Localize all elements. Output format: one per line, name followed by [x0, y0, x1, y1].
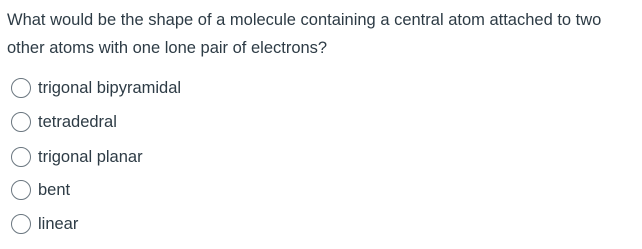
answer-option-label[interactable]: bent [38, 181, 71, 199]
answer-option-label[interactable]: tetradedral [38, 113, 117, 131]
radio-button[interactable] [11, 214, 31, 234]
answer-option-tetradedral[interactable] [11, 110, 117, 134]
answer-option-bent[interactable] [11, 178, 70, 202]
answer-option-trigonal-planar[interactable] [11, 145, 143, 169]
answer-option-label[interactable]: trigonal bipyramidal [38, 79, 182, 97]
answer-option-linear[interactable] [11, 212, 78, 236]
answer-option-label[interactable]: linear [38, 215, 79, 233]
answer-option-trigonal-bipyramidal[interactable] [11, 76, 181, 100]
radio-button[interactable] [11, 78, 31, 98]
radio-button[interactable] [11, 147, 31, 167]
question-text: What would be the shape of a molecule containing a central atom attached to two other atoms with one lone pair of electrons? [7, 11, 602, 57]
radio-button[interactable] [11, 112, 31, 132]
answer-option-label[interactable]: trigonal planar [38, 148, 143, 166]
radio-button[interactable] [11, 180, 31, 200]
